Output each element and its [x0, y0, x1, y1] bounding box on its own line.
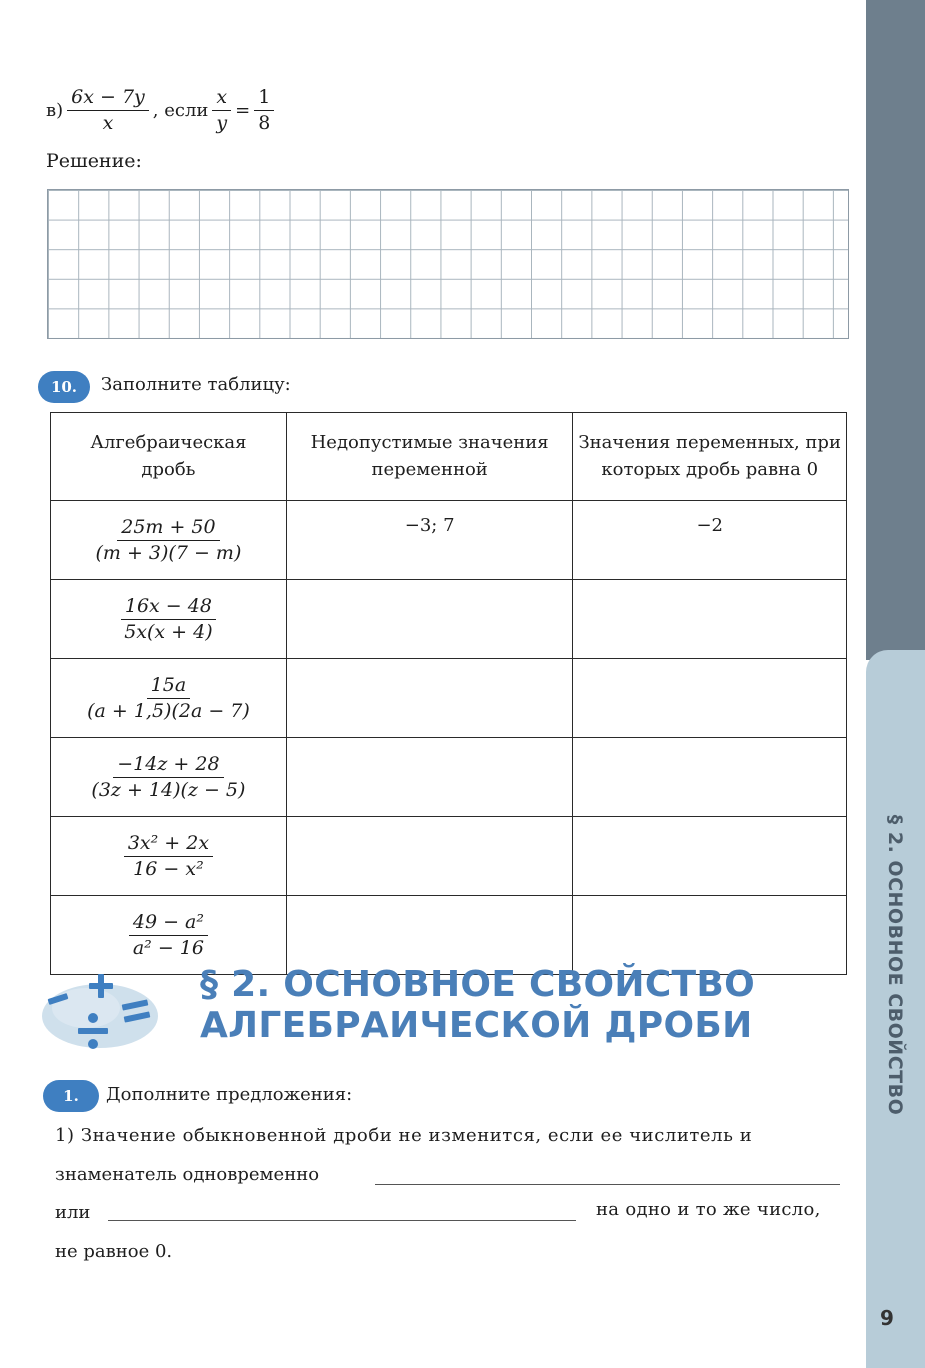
task-v-expr-numerator: 6x − 7y — [67, 86, 149, 111]
sentence-line-4: не равное 0. — [55, 1241, 173, 1262]
fraction — [129, 911, 208, 960]
zero-values-cell[interactable] — [573, 580, 847, 659]
task-1-title: Дополните предложения: — [106, 1084, 353, 1105]
fraction-cell — [51, 817, 287, 896]
fraction-numerator: −14z + 28 — [113, 753, 223, 778]
task-v-cond-numerator: x — [212, 86, 231, 111]
table-row — [51, 896, 847, 975]
sentence-line-3-or: или — [55, 1202, 91, 1223]
fraction-cell — [51, 659, 287, 738]
table-header-row — [51, 413, 847, 501]
fraction-cell — [51, 501, 287, 580]
task-v-value-fraction — [254, 86, 274, 135]
fraction-denominator: (m + 3)(7 − m) — [95, 541, 242, 564]
sentence-line-2: знаменатель одновременно — [55, 1164, 320, 1185]
invalid-values-cell[interactable] — [286, 659, 573, 738]
zero-values-cell[interactable] — [573, 738, 847, 817]
zero-values-cell[interactable] — [573, 896, 847, 975]
fraction — [87, 753, 249, 802]
sentence-line-3-end: на одно и то же число, — [596, 1199, 821, 1220]
header-zero-values: Значения переменных, при которых дробь равна 0 — [573, 413, 847, 501]
fraction-cell — [51, 738, 287, 817]
fraction — [92, 516, 246, 565]
header-invalid-values: Недопустимые значения переменной — [286, 413, 573, 501]
task-v-value-numerator: 1 — [254, 86, 274, 111]
task-v-value-denominator: 8 — [258, 111, 271, 134]
task-v-prefix: в) — [46, 99, 64, 121]
task-v-condition-fraction — [212, 86, 231, 135]
task-v-expression — [67, 86, 149, 135]
invalid-values-cell[interactable] — [286, 896, 573, 975]
side-section-label: § 2. ОСНОВНОЕ СВОЙСТВО — [884, 814, 906, 1116]
solution-label: Решение: — [46, 150, 142, 172]
task-v-condition-word: , если — [152, 99, 209, 121]
fill-table — [50, 412, 847, 975]
answer-blank-1[interactable] — [375, 1184, 840, 1185]
table-row — [51, 738, 847, 817]
answer-blank-2[interactable] — [108, 1220, 576, 1221]
task-1-badge: 1. — [43, 1080, 99, 1112]
fraction-numerator: 25m + 50 — [117, 516, 219, 541]
fraction-cell — [51, 896, 287, 975]
table-row — [51, 817, 847, 896]
fraction-denominator: (a + 1,5)(2a − 7) — [87, 699, 250, 722]
fraction-denominator: 5x(x + 4) — [124, 620, 213, 643]
section-title-line2: АЛГЕБРАИЧЕСКОЙ ДРОБИ — [200, 1005, 753, 1046]
invalid-values-cell[interactable]: −3; 7 — [286, 501, 573, 580]
table-row — [51, 501, 847, 580]
side-stripe-dark — [866, 0, 925, 660]
task-10-title: Заполните таблицу: — [101, 374, 291, 395]
task-v-equals: = — [235, 99, 251, 121]
fraction-numerator: 15a — [147, 674, 191, 699]
zero-values-cell[interactable] — [573, 659, 847, 738]
task-v-cond-denominator: y — [216, 111, 228, 134]
zero-values-cell[interactable] — [573, 817, 847, 896]
fraction-numerator: 49 − a² — [129, 911, 208, 936]
fraction — [120, 595, 216, 644]
task-v-expr-denominator: x — [102, 111, 114, 134]
page-number: 9 — [880, 1306, 894, 1330]
fraction — [83, 674, 254, 723]
zero-values-cell[interactable]: −2 — [573, 501, 847, 580]
header-fraction: Алгебраическая дробь — [51, 413, 287, 501]
fraction — [124, 832, 213, 881]
task-10-badge: 10. — [38, 371, 90, 403]
table-row — [51, 659, 847, 738]
task-v — [46, 86, 274, 135]
math-operations-icon — [38, 970, 166, 1056]
section-title-line1: § 2. ОСНОВНОЕ СВОЙСТВО — [200, 964, 756, 1005]
fraction-denominator: (3z + 14)(z − 5) — [91, 778, 246, 801]
fraction-denominator: 16 − x² — [133, 857, 204, 880]
invalid-values-cell[interactable] — [286, 817, 573, 896]
invalid-values-cell[interactable] — [286, 580, 573, 659]
table-row — [51, 580, 847, 659]
fraction-denominator: a² − 16 — [132, 936, 204, 959]
section-title — [200, 964, 755, 1046]
invalid-values-cell[interactable] — [286, 738, 573, 817]
sentence-line-1: 1) Значение обыкновенной дроби не изменится, если ее числитель и — [55, 1125, 753, 1146]
fraction-cell — [51, 580, 287, 659]
solution-grid[interactable] — [47, 189, 849, 339]
fraction-numerator: 16x − 48 — [121, 595, 216, 620]
fraction-numerator: 3x² + 2x — [124, 832, 213, 857]
